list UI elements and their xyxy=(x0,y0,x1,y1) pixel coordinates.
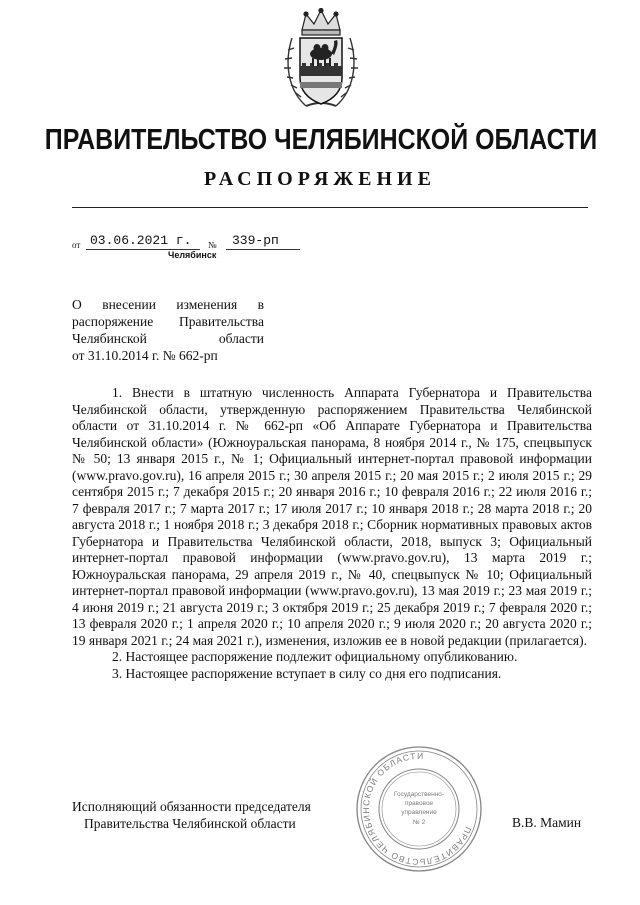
seal-inner-line: № 2 xyxy=(412,819,426,826)
seal-inner-line: Государственно- xyxy=(393,791,445,798)
date-prefix: от xyxy=(72,240,81,250)
document-type-title: РАСПОРЯЖЕНИЕ xyxy=(204,168,436,190)
subject-line: О внесении изменения в xyxy=(72,297,264,312)
government-title: ПРАВИТЕЛЬСТВО ЧЕЛЯБИНСКОЙ ОБЛАСТИ xyxy=(44,124,598,156)
document-body xyxy=(72,385,592,682)
signer-name: В.В. Мамин xyxy=(512,815,582,830)
body-paragraph-2: 2. Настоящее распоряжение подлежит официальному опубликованию. xyxy=(112,649,518,664)
signer-position xyxy=(72,798,311,832)
document-subject xyxy=(72,296,264,364)
number-underline xyxy=(226,249,300,250)
subject-line: от 31.10.2014 г. № 662-рп xyxy=(72,348,218,363)
signer-position-line1: Исполняющий обязанности председателя xyxy=(72,799,311,814)
body-paragraph-1: 1. Внести в штатную численность Аппарата Губернатора и Правительства Челябинской области, утвержденную распоряжением Правительства Челябинской области от 31.10.2014 г. № 662-рп «Об Аппарате Губернатора и Правительства Челябинской области» (Южноуральская панорама, 8 ноября 2014 г., № 175, спецвыпуск № 50; 13 января 2015 г., № 1; Официальный интернет-портал правовой информации (www.pravo.gov.ru), 16 апреля 2015 г.; 30 апреля 2015 г.; 20 мая 2015 г.; 2 июля 2015 г.; 29 сентября 2015 г.; 7 декабря 2015 г.; 20 января 2016 г.; 10 февраля 2016 г.; 22 июля 2016 г.; 7 февраля 2017 г.; 7 марта 2017 г.; 17 июля 2017 г.; 10 января 2018 г.; 28 марта 2018 г.; 20 августа 2018 г.; 1 ноября 2018 г.; 3 декабря 2018 г.; Сборник нормативных правовых актов Губернатора и Правительства Челябинской области, 2018, выпуск 3; Официальный интернет-портал правовой информации (www.pravo.gov.ru), 13 марта 2019 г.; Южноуральская панорама, 29 апреля 2019 г., № 40, спецвыпуск № 10; Официальный интернет-портал правовой информации (www.pravo.gov.ru), 13 мая 2019 г.; 23 мая 2019 г.; 4 июня 2019 г.; 21 августа 2019 г.; 3 октября 2019 г.; 25 декабря 2019 г.; 7 февраля 2020 г.; 13 февраля 2020 г.; 1 апреля 2020 г.; 10 апреля 2020 г.; 9 июля 2020 г.; 20 августа 2020 г.; 19 января 2021 г.; 24 мая 2021 г.), изменения, изложив ее в новой редакции (прилагается). xyxy=(72,385,592,648)
seal-inner-line: правовое xyxy=(404,800,434,807)
seal-outer-text: ПРАВИТЕЛЬСТВО ЧЕЛЯБИНСКОЙ ОБЛАСТИ xyxy=(360,750,474,868)
seal-inner-line: управление xyxy=(401,809,437,816)
city-label: Челябинск xyxy=(168,250,217,260)
number-prefix: № xyxy=(208,240,217,250)
body-paragraph-3: 3. Настоящее распоряжение вступает в силу со дня его подписания. xyxy=(112,665,502,681)
subject-line: распоряжение Правительства xyxy=(72,314,264,329)
subject-line: Челябинской области xyxy=(72,331,264,346)
header-divider xyxy=(72,207,588,208)
signer-position-line2: Правительства Челябинской области xyxy=(84,816,296,831)
official-seal-stamp xyxy=(354,744,484,874)
date-value: 03.06.2021 г. xyxy=(90,233,192,248)
number-value: 339-рп xyxy=(232,233,279,248)
coat-of-arms-emblem xyxy=(282,8,360,112)
